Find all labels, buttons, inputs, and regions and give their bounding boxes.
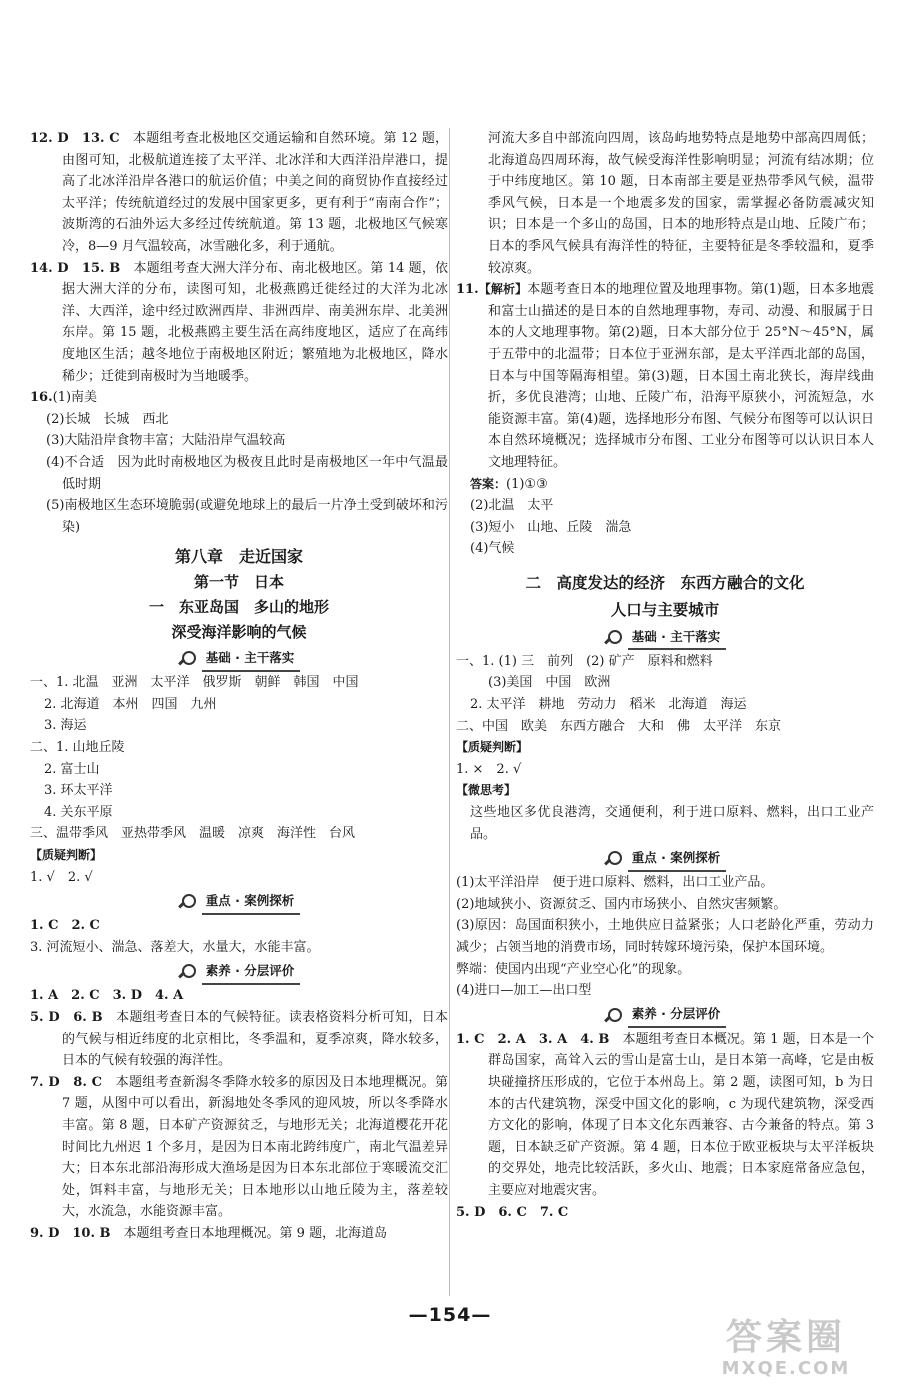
magnifier-icon: [604, 629, 622, 647]
band-label: 素养 · 分层评价: [202, 960, 300, 985]
think-answer: 这些地区多优良港湾，交通便利，利于进口原料、燃料，出口工业产品。: [470, 805, 874, 842]
key-line: 1. C 2. C: [30, 918, 100, 934]
basic-line: 3. 环太平洋: [44, 783, 113, 799]
chapter-title: 第八章 走近国家: [174, 547, 303, 567]
answer-q5-7: 5. D 6. C 7. C: [456, 1204, 569, 1220]
section-title: 第一节 日本: [193, 573, 284, 592]
column-divider: [449, 128, 450, 1296]
basic-line: (3)美国 中国 欧洲: [488, 675, 611, 691]
magnifier-icon: [178, 893, 196, 911]
basic-line: 3. 海运: [44, 718, 87, 734]
band-label: 基础 · 主干落实: [628, 626, 726, 651]
key-line: 弊端：使国内出现“产业空心化”的现象。: [456, 961, 691, 977]
answer-q12-13: [30, 128, 448, 258]
basic-line: 二、中国 欧美 东西方融合 大和 佛 太平洋 东京: [456, 718, 782, 734]
answer-head: 9. D 10. B: [30, 1225, 111, 1241]
section-band-basic: [456, 627, 874, 649]
basic-line: 2. 太平洋 耕地 劳动力 稻米 北海道 海运: [470, 697, 747, 713]
magnifier-icon: [178, 963, 196, 981]
answer-head: 5. D 6. B: [30, 1010, 103, 1025]
answer-text: 本题组考查日本地理概况。第 9 题，北海道岛: [123, 1225, 388, 1241]
subsection-title: 一 东亚岛国 多山的地形: [148, 598, 329, 617]
judge-tag: 【质疑判断】: [456, 740, 529, 755]
subsection-title: 深受海洋影响的气候: [171, 623, 307, 642]
answer-q16-head: [30, 387, 448, 409]
key-line: (1)太平洋沿岸 便于进口原料、燃料，出口工业产品。: [456, 875, 774, 891]
answer-head: 1. C 2. A 3. A 4. B: [456, 1031, 610, 1047]
magnifier-icon: [604, 1007, 622, 1025]
basic-line: 4. 关东平原: [44, 804, 113, 820]
section-band-eval: [456, 1005, 874, 1027]
key-line: 3. 河流短小、湍急、落差大，水量大，水能丰富。: [30, 939, 320, 955]
answer-text: 本题考查日本的地理位置及地理事物。第(1)题，日本多地震和富士山描述的是日本的自然地理事物，寿司、动漫、和服属于日本的人文地理事物。第(2)题，日本大部分位于 25°N～45°N，属于五带中的北温带；日本位于亚洲东部，是太平洋西北部的岛国，日本与中国等隔海相望。第(3)题，日本国土南北狭长，海岸线曲折，多优良港湾；山地、丘陵广布，沿海平原狭小，河流短急，水能资源丰富。第(4)题，选择地形分布图、气候分布图等可以认识日本自然环境概况；选择城市分布图、工业分布图等可以认识日本人文地理特征。: [488, 282, 874, 470]
answer-item: (2)长城 长城 西北: [46, 411, 169, 427]
answer-head: 16.: [30, 390, 53, 406]
left-column: [30, 128, 448, 1245]
answer-item: (3)大陆沿岸食物丰富；大陆沿岸气温较高: [46, 433, 286, 449]
answer-q11: [456, 279, 874, 473]
answer-text: 本题组考查北极地区交通运输和自然环境。: [133, 131, 384, 146]
section-title: 二 高度发达的经济 东西方融合的文化: [525, 573, 805, 592]
answer-item: (3)短小 山地、丘陵 湍急: [470, 519, 632, 535]
watermark-url: MXQE.COM: [721, 1358, 851, 1379]
magnifier-icon: [178, 650, 196, 668]
band-label: 重点 · 案例探析: [202, 890, 300, 915]
key-line: (3)原因：岛国面积狭小，土地供应日益紧张；人口老龄化严重，劳动力减少；占领当地的消费市场，同时转嫁环境污染，保护本国环境。: [456, 918, 874, 955]
answer-item: (4)气候: [470, 541, 515, 557]
band-label: 素养 · 分层评价: [628, 1003, 726, 1028]
section-band-eval: [30, 961, 448, 983]
answer-text: 本题组考查新潟冬季降水较多的原因及日本地理概况。第 7 题，从图中可以看出，新潟地处冬季风的迎风坡，所以冬季降水丰富。第 8 题，日本矿产资源贫乏，与地形无关；北海道樱花开花时间比九州迟 1 个多月，是因为日本南北跨纬度广，南北气温差异大；日本东北部沿海形成大渔场是因为日本东北部位于寒暖流交汇处，饵料丰富，与地形无关；日本地形以山地丘陵为主，落差较大，水流急，水能资源丰富。: [62, 1074, 448, 1220]
think-tag: 【微思考】: [456, 783, 517, 798]
answer-item: (1)南美: [52, 390, 98, 406]
answer-head: 12. D 13. C: [30, 131, 120, 146]
judge-answers: 1. √ 2. √: [30, 869, 93, 885]
section-title: 人口与主要城市: [610, 600, 720, 619]
judge-tag: 【质疑判断】: [30, 848, 103, 863]
answer-head: 14. D 15. B: [30, 260, 121, 276]
watermark-text: 答案圈: [725, 1317, 846, 1358]
answer-text: 本题组考查大洲大洋分布、南北极地区。第 14 题，依据大洲大洋的分布，读图可知，北极燕鸥迁徙经过的大洋为北冰洋、大西洋，途中经过欧洲西岸、非洲西岸、南美洲东岸、北美洲东岸。第 15 题，北极燕鸥主要生活在高纬度地区，适应了在高纬度地区生活；越冬地位于南极地区附近；繁殖地为北极地区，降水稀少；迁徙到南极时为当地暖季。: [62, 260, 448, 384]
answer-text: 第 12 题，由图可知，北极航道连接了太平洋、北冰洋和大西洋沿岸港口，提高了北冰洋沿岸各港口的航运价值；中美之间的商贸协作直接经过太平洋；传统航道经过的发展中国家更多，更有利于“南南合作”；波斯湾的石油外运大多经过传统航道。第 13 题，北极地区气候寒冷，8—9 月气温较高，冰雪融化多，利于通航。: [62, 131, 448, 254]
basic-line: 一、1. (1) 三 前列 (2) 矿产 原料和燃料: [456, 653, 713, 669]
page-number: —154—: [408, 1304, 492, 1326]
basic-line: 三、温带季风 亚热带季风 温暖 凉爽 海洋性 台风: [30, 826, 356, 842]
answer-q14-15: [30, 258, 448, 388]
answer-continuation: 河流大多自中部流向四周，该岛屿地势特点是地势中部高四周低；北海道岛四周环海，故气候受海洋性影响明显；河流有结冰期；位于中纬度地区。第 10 题，日本南部主要是亚热带季风气候，温带季风气候，日本是一个地震多发的国家，需掌握必备防震减灾知识；日本是一个多山的岛国，日本的地形特点是山地、丘陵广布；日本的季风气候具有海洋性的特征，主要特征是冬季较温和，夏季较凉爽。: [488, 131, 874, 276]
answer-q5-6: [30, 1007, 448, 1072]
answer-q9-10: [30, 1223, 448, 1245]
answer-q1-4: [456, 1029, 874, 1202]
answer-text: 本题组考查日本概况。第 1 题，日本是一个群岛国家，高耸入云的雪山是富士山，是日本第一高峰，它是由板块碰撞挤压形成的，它位于本州岛上。第 2 题，读图可知，b 为日本的古代建筑物，深受中国文化的影响，c 为现代建筑物，深受西方文化的影响，体现了日本文化东西兼容、古今兼备的特点。第 3 题，日本缺乏矿产资源。第 4 题，日本位于欧亚板块与太平洋板块的交界处，地壳比较活跃，多火山、地震；日本家庭常备应急包，主要应对地震灾害。: [488, 1031, 874, 1198]
answer-text: 本题组考查日本的气候特征。读表格资料分析可知，日本的气候与相近纬度的北京相比，冬季温和，夏季凉爽，降水较多，日本的气候有较强的海洋性。: [62, 1010, 448, 1069]
watermark-logo: [686, 1318, 886, 1386]
right-column: [456, 128, 874, 1223]
basic-line: 2. 富士山: [44, 761, 100, 777]
key-line: (4)进口—加工—出口型: [456, 983, 592, 999]
answer-label: 答案：: [470, 476, 507, 491]
section-band-key: [30, 891, 448, 913]
basic-line: 2. 北海道 本州 四国 九州: [44, 696, 217, 712]
answer-item: (2)北温 太平: [470, 498, 554, 514]
answer-item: (1)①③: [506, 476, 548, 492]
answer-item: (4)不合适 因为此时南极地区为极夜且此时是南极地区一年中气温最低时期: [46, 454, 448, 492]
basic-line: 一、1. 北温 亚洲 太平洋 俄罗斯 朝鲜 韩国 中国: [30, 675, 359, 691]
answer-q7-8: [30, 1072, 448, 1223]
key-line: (2)地域狭小、资源贫乏、国内市场狭小、自然灾害频繁。: [456, 896, 787, 912]
judge-answers: 1. × 2. √: [456, 761, 522, 777]
section-band-basic: [30, 648, 448, 670]
answer-item: (5)南极地区生态环境脆弱(或避免地球上的最后一片净土受到破坏和污染): [46, 498, 448, 535]
answer-head: 7. D 8. C: [30, 1074, 103, 1090]
eval-line: 1. A 2. C 3. D 4. A: [30, 988, 184, 1004]
answer-head: 11.: [456, 282, 479, 298]
magnifier-icon: [604, 850, 622, 868]
band-label: 基础 · 主干落实: [202, 647, 300, 672]
analysis-tag: 【解析】: [478, 282, 528, 297]
section-band-key: [456, 848, 874, 870]
answer-q11-result: [456, 474, 874, 496]
basic-line: 二、1. 山地丘陵: [30, 740, 125, 756]
band-label: 重点 · 案例探析: [628, 847, 726, 872]
